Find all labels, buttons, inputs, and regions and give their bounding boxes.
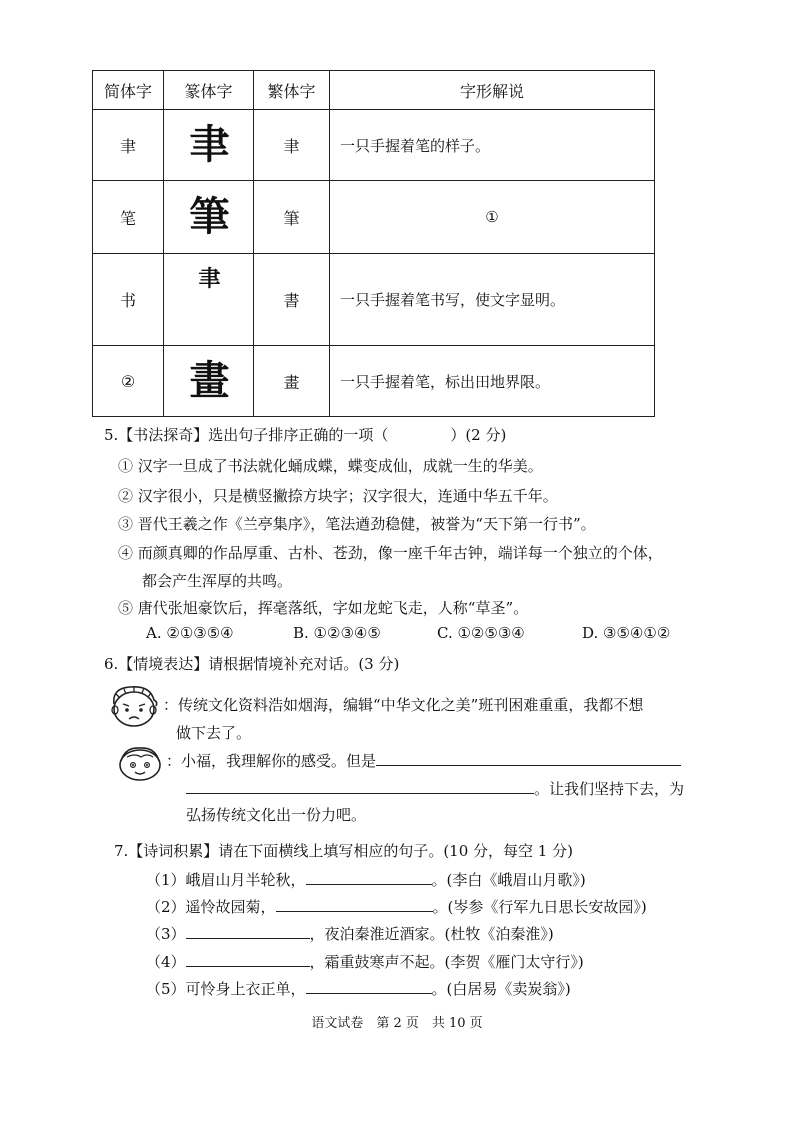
q7-answer-blank[interactable]	[186, 952, 310, 967]
cell-simplified: 笔	[93, 181, 164, 254]
q5-title-text: 5.【书法探奇】选出句子排序正确的一项（	[104, 426, 389, 444]
q5-sentence-continued: 都会产生浑厚的共鸣。	[142, 572, 293, 590]
q6-answer-blank-1[interactable]	[376, 751, 681, 766]
table-row	[93, 346, 655, 417]
character-table	[92, 70, 655, 417]
table-header-row	[93, 71, 655, 110]
cell-seal-glyph	[164, 346, 254, 417]
q6-speaker2-line	[186, 778, 684, 799]
q6-answer-blank-2[interactable]	[186, 779, 534, 794]
q7-answer-blank[interactable]	[276, 897, 433, 912]
q7-item-prefix: （2）遥怜故园菊，	[146, 898, 276, 916]
q5-answer-blank[interactable]	[388, 426, 450, 440]
cell-simplified: 聿	[93, 110, 164, 181]
q7-item	[146, 896, 647, 917]
q7-item-suffix: 。(岑参《行军九日思长安故园》)	[432, 898, 647, 916]
cell-simplified-blank[interactable]: ②	[93, 346, 164, 417]
boy-face-worried-icon	[106, 682, 162, 730]
cell-explanation: 一只手握着笔的样子。	[330, 110, 655, 181]
q7-item-suffix: 。(白居易《卖炭翁》)	[431, 980, 571, 998]
cell-traditional: 書	[254, 254, 330, 346]
q5-option-c[interactable]: C. ①②⑤③④	[437, 624, 525, 642]
q6-title: 6.【情境表达】请根据情境补充对话。(3 分)	[104, 655, 400, 673]
table-row	[93, 181, 655, 254]
q5-points: ）(2 分)	[450, 426, 507, 444]
seal-script-glyph: 畫	[189, 357, 228, 404]
q7-item-prefix: （5）可怜身上衣正单，	[146, 980, 306, 998]
seal-script-glyph: 聿	[189, 121, 228, 168]
q7-item-suffix: ，夜泊秦淮近酒家。(杜牧《泊秦淮》)	[309, 925, 554, 943]
cell-seal-glyph	[164, 181, 254, 254]
q5-title	[104, 424, 506, 445]
q7-item-prefix: （1）峨眉山月半轮秋，	[146, 871, 306, 889]
q7-title: 7.【诗词积累】请在下面横线上填写相应的句子。(10 分，每空 1 分)	[114, 842, 573, 860]
q6-speaker2-text: 。让我们坚持下去，为	[534, 780, 685, 798]
q6-speaker1-line: ：传统文化资料浩如烟海，编辑“中华文化之美”班刊困难重重，我都不想	[163, 696, 644, 714]
q7-item-suffix: ，霜重鼓寒声不起。(李贺《雁门太守行》)	[309, 953, 584, 971]
cell-traditional: 聿	[254, 110, 330, 181]
q5-sentence: ② 汉字很小，只是横竖撇捺方块字；汉字很大，连通中华五千年。	[118, 487, 558, 505]
cell-explanation: 一只手握着笔书写，使文字显明。	[330, 254, 655, 346]
q7-answer-blank[interactable]	[306, 870, 432, 885]
header-seal: 篆体字	[164, 71, 254, 110]
q7-item	[146, 951, 584, 972]
q5-sentence: ⑤ 唐代张旭豪饮后，挥毫落纸，字如龙蛇飞走，人称“草圣”。	[118, 599, 529, 617]
girl-face-smiling-icon	[115, 743, 165, 783]
q7-item	[146, 923, 554, 944]
cell-simplified: 书	[93, 254, 164, 346]
seal-script-glyph: 聿	[198, 266, 219, 292]
q7-answer-blank[interactable]	[186, 924, 310, 939]
cell-traditional: 畫	[254, 346, 330, 417]
cell-seal-glyph	[164, 110, 254, 181]
q6-speaker2-line	[166, 750, 681, 771]
q5-option-a[interactable]: A. ②①③⑤④	[146, 624, 234, 642]
page-footer: 语文试卷 第 2 页 共 10 页	[311, 1016, 483, 1031]
cell-traditional: 筆	[254, 181, 330, 254]
cell-explanation: 一只手握着笔，标出田地界限。	[330, 346, 655, 417]
table-row	[93, 254, 655, 346]
seal-script-glyph: 筆	[189, 193, 228, 240]
q7-item-suffix: 。(李白《峨眉山月歌》)	[431, 871, 586, 889]
cell-explanation-blank[interactable]: ①	[330, 181, 655, 254]
q7-item-prefix: （4）	[146, 953, 186, 971]
header-explanation: 字形解说	[330, 71, 655, 110]
q7-answer-blank[interactable]	[306, 979, 432, 994]
q5-sentence: ③ 晋代王羲之作《兰亭集序》，笔法遒劲稳健，被誉为“天下第一行书”。	[118, 515, 596, 533]
q5-sentence: ④ 而颜真卿的作品厚重、古朴、苍劲，像一座千年古钟，端详每一个独立的个体，	[118, 544, 663, 562]
cell-seal-glyph	[164, 254, 254, 346]
q7-item	[146, 869, 586, 890]
q6-speaker1-line: 做下去了。	[176, 724, 252, 742]
q6-speaker2-line: 弘扬传统文化出一份力吧。	[186, 806, 367, 824]
q5-sentence: ① 汉字一旦成了书法就化蛹成蝶，蝶变成仙，成就一生的华美。	[118, 457, 543, 475]
q7-item-prefix: （3）	[146, 925, 186, 943]
header-simplified: 简体字	[93, 71, 164, 110]
q6-speaker2-text: ：小福，我理解你的感受。但是	[166, 752, 377, 770]
q7-item	[146, 978, 571, 999]
q5-option-d[interactable]: D. ③⑤④①②	[582, 624, 671, 642]
table-row	[93, 110, 655, 181]
header-traditional: 繁体字	[254, 71, 330, 110]
q5-option-b[interactable]: B. ①②③④⑤	[293, 624, 381, 642]
